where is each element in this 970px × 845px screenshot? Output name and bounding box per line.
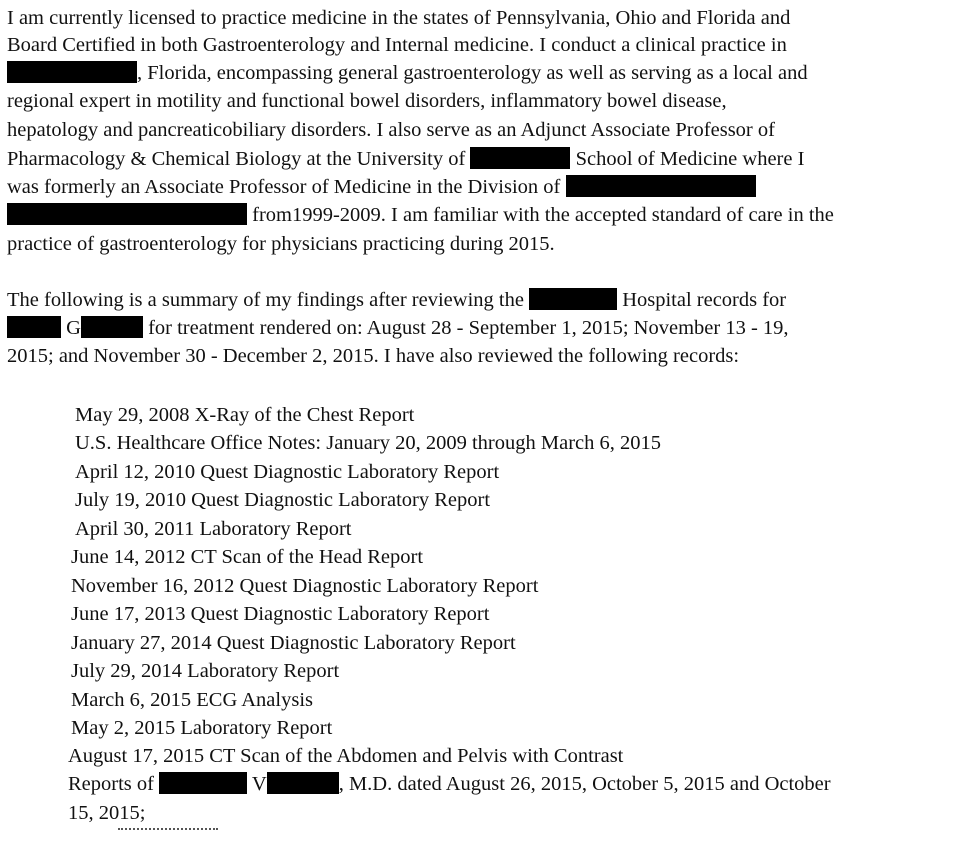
p2-line1-text-a: The following is a summary of my findings after reviewing the <box>7 289 524 311</box>
reports-prefix: Reports of <box>68 773 154 795</box>
p1-line6 <box>7 147 804 171</box>
record-item: April 30, 2011 Laboratory Report <box>75 518 352 540</box>
reports-initial: V <box>251 773 267 795</box>
p2-line3: 2015; and November 30 - December 2, 2015. I have also reviewed the following records: <box>7 345 740 367</box>
redaction-division <box>566 175 756 197</box>
p2-line1 <box>7 288 786 312</box>
redaction-university <box>470 147 570 169</box>
p2-line2 <box>7 316 789 340</box>
p1-line9: practice of gastroenterology for physicians practicing during 2015. <box>7 233 555 255</box>
redaction-division-cont <box>7 203 247 225</box>
p1-line8 <box>7 203 834 227</box>
reports-suffix: , M.D. dated August 26, 2015, October 5, 2015 and October <box>338 773 831 795</box>
p2-line2-text: for treatment rendered on: August 28 - September 1, 2015; November 13 - 19, <box>148 317 789 339</box>
redaction-city <box>7 61 137 83</box>
redaction-physician-last <box>267 772 339 794</box>
p2-line1-text-b: Hospital records for <box>622 289 787 311</box>
record-item: June 17, 2013 Quest Diagnostic Laboratory Report <box>71 603 490 625</box>
reports-continuation: 15, 2015; <box>68 802 146 824</box>
redaction-physician-first <box>159 772 247 794</box>
p1-line1: I am currently licensed to practice medicine in the states of Pennsylvania, Ohio and Florida and <box>7 7 791 29</box>
record-item: April 12, 2010 Quest Diagnostic Laboratory Report <box>75 461 500 483</box>
p1-line3 <box>7 61 808 85</box>
record-item: November 16, 2012 Quest Diagnostic Laboratory Report <box>71 575 539 597</box>
reports-line <box>68 772 831 796</box>
record-item: August 17, 2015 CT Scan of the Abdomen and Pelvis with Contrast <box>68 745 624 767</box>
record-item: May 2, 2015 Laboratory Report <box>71 717 333 739</box>
p1-line8-text: from1999-2009. I am familiar with the accepted standard of care in the <box>252 204 834 226</box>
record-item: July 29, 2014 Laboratory Report <box>71 660 340 682</box>
redaction-hospital <box>529 288 617 310</box>
redaction-patient-last <box>81 316 143 338</box>
record-item: March 6, 2015 ECG Analysis <box>71 689 313 711</box>
redaction-patient-first <box>7 316 61 338</box>
p1-line7-text: was formerly an Associate Professor of Medicine in the Division of <box>7 176 561 198</box>
p1-line5: hepatology and pancreaticobiliary disorders. I also serve as an Adjunct Associate Professor of <box>7 119 775 141</box>
record-item: May 29, 2008 X-Ray of the Chest Report <box>75 404 415 426</box>
p1-line6-text-b: School of Medicine where I <box>575 148 805 170</box>
record-item: June 14, 2012 CT Scan of the Head Report <box>71 546 424 568</box>
p1-line7 <box>7 175 756 199</box>
cut-off-text-fragment <box>118 828 218 834</box>
record-item: July 19, 2010 Quest Diagnostic Laboratory Report <box>75 489 491 511</box>
p1-line2: Board Certified in both Gastroenterology and Internal medicine. I conduct a clinical practice in <box>7 34 787 56</box>
record-item: U.S. Healthcare Office Notes: January 20, 2009 through March 6, 2015 <box>75 432 662 454</box>
p1-line6-text-a: Pharmacology & Chemical Biology at the University of <box>7 148 466 170</box>
record-item: January 27, 2014 Quest Diagnostic Laboratory Report <box>71 632 516 654</box>
p2-line2-initial: G <box>66 317 81 339</box>
p1-line3-text: , Florida, encompassing general gastroenterology as well as serving as a local and <box>137 62 808 84</box>
p1-line4: regional expert in motility and functional bowel disorders, inflammatory bowel disease, <box>7 90 727 112</box>
